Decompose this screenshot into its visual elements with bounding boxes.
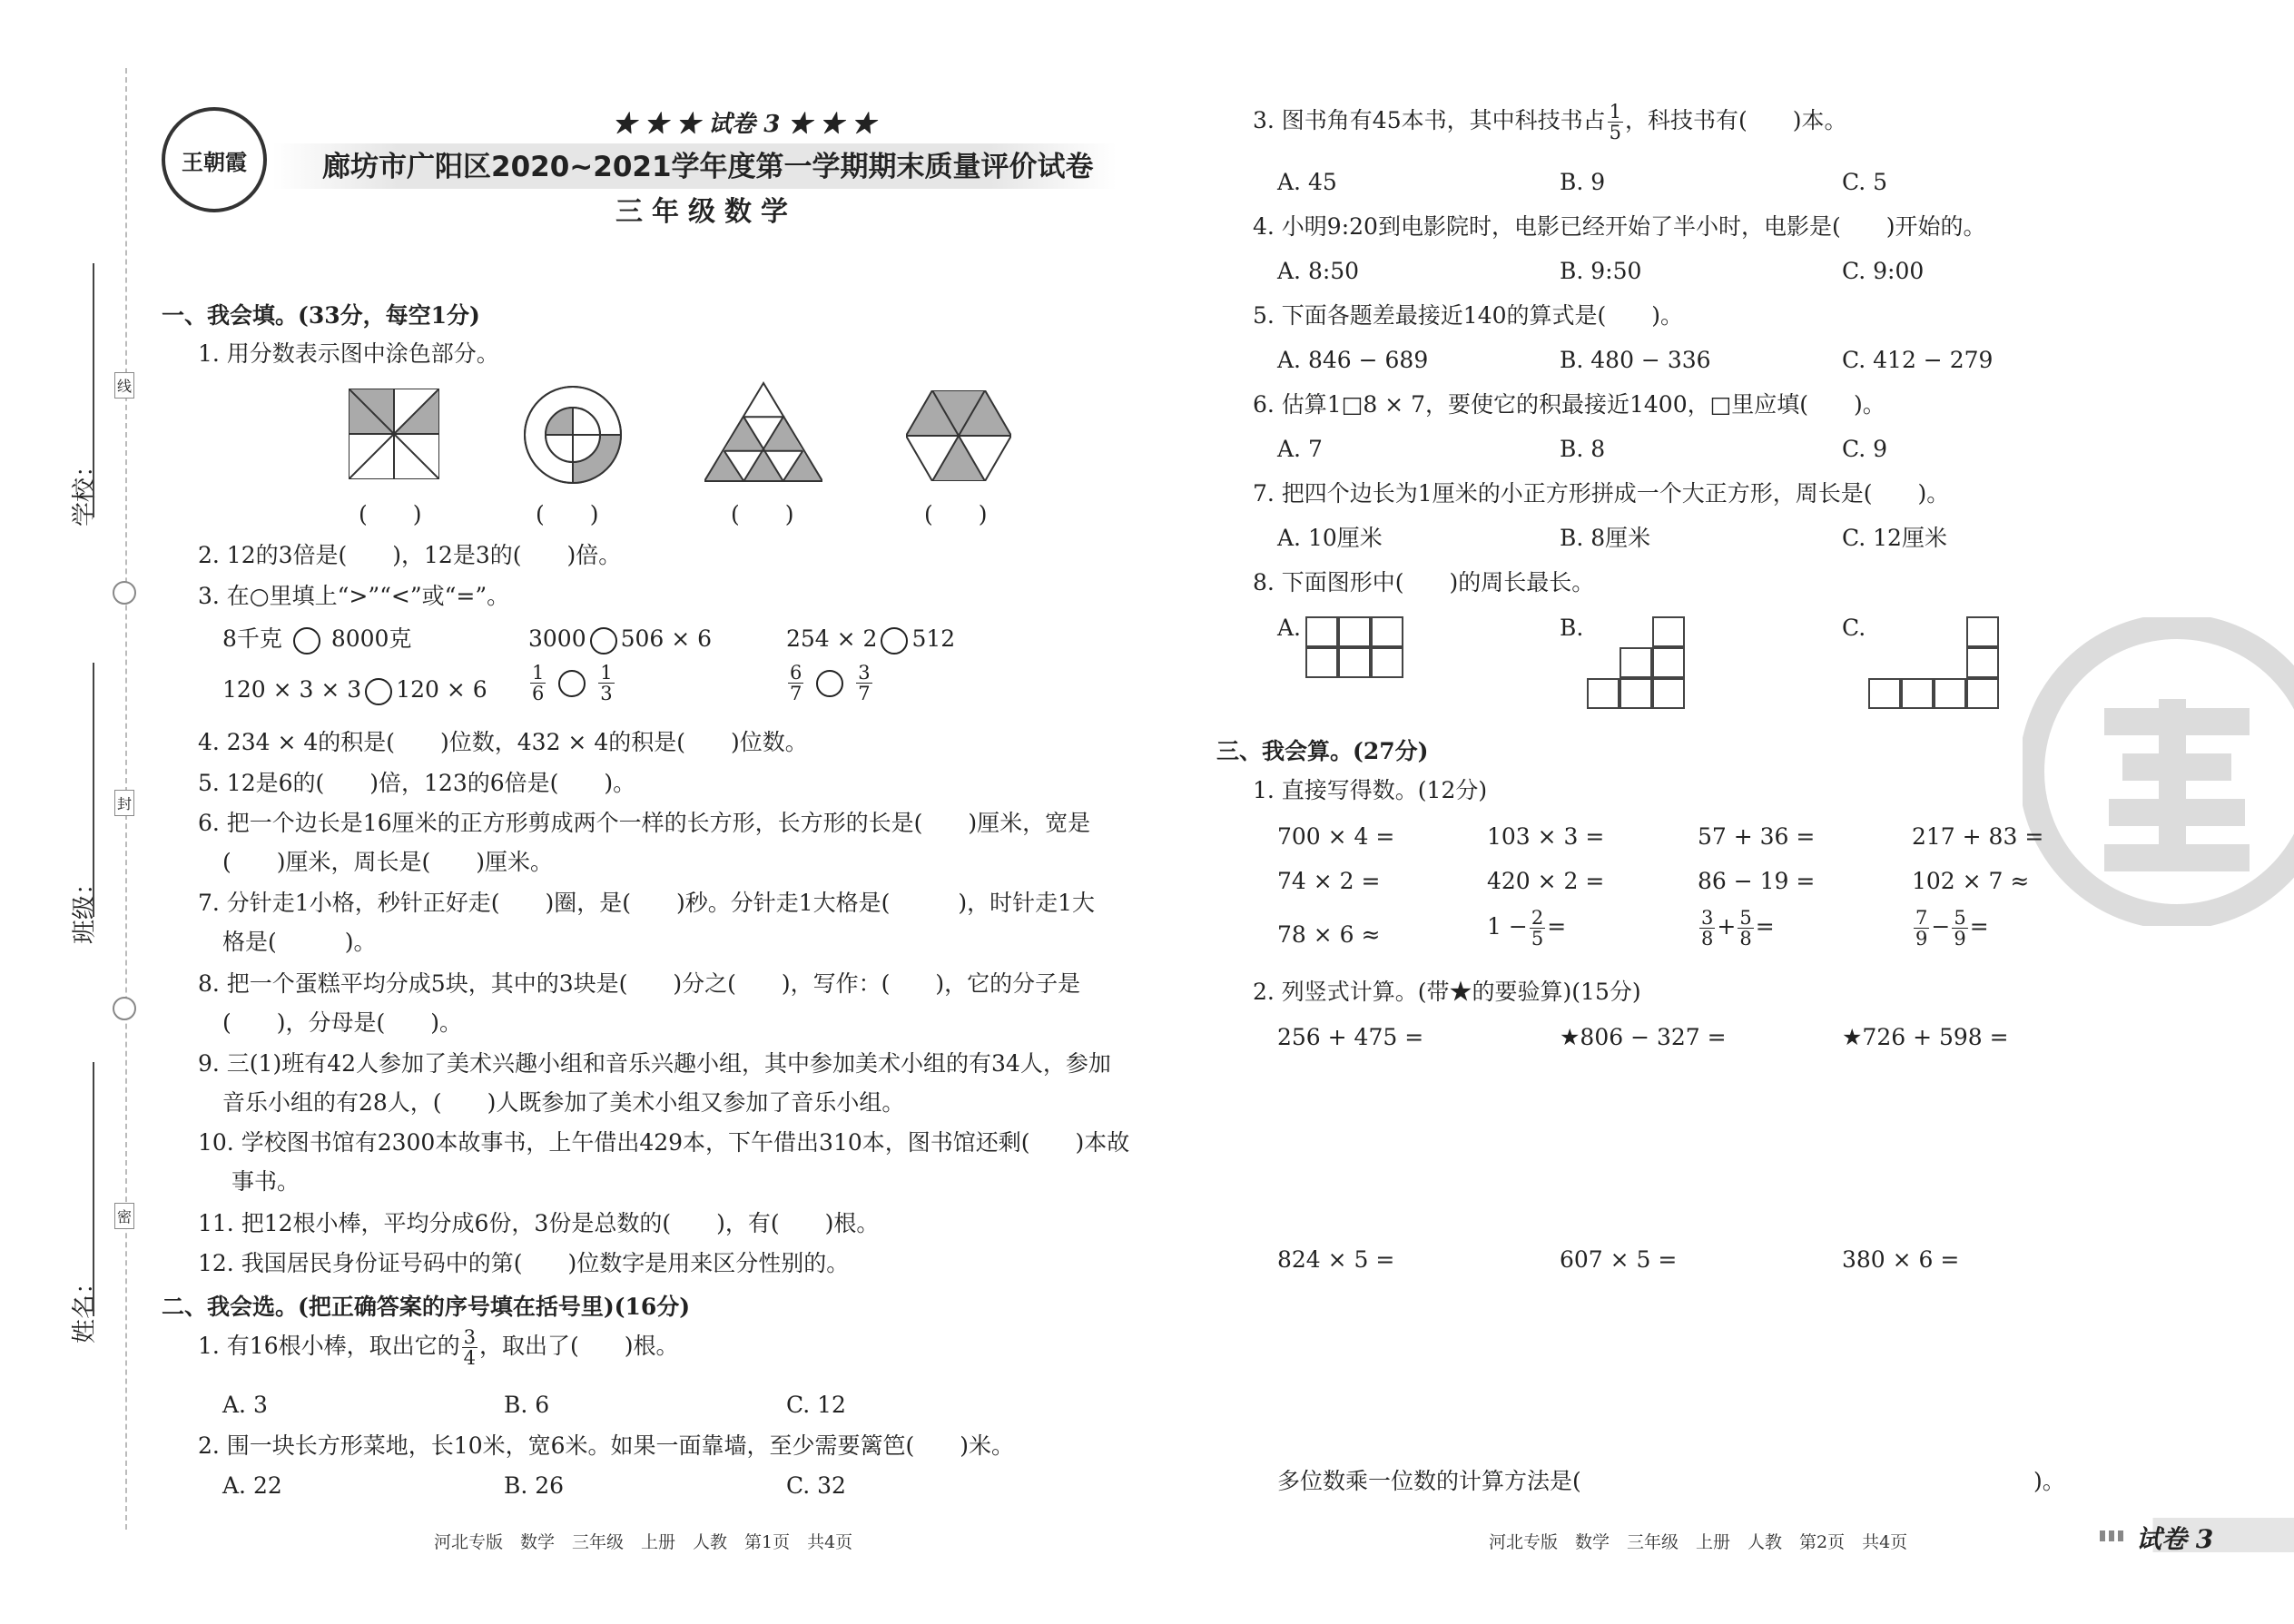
q2-7-option-c[interactable]: C. 12厘米 [1842, 525, 1947, 551]
calc-r1-b: 103 × 3 = [1487, 823, 1605, 850]
binding-mark-secret: 密 [114, 1203, 134, 1229]
q2-8: 8. 下面图形中( )的周长最长。 [1253, 569, 1595, 595]
q1-5: 5. 12是6的( )倍，123的6倍是( )。 [198, 770, 636, 796]
calc-r1-a: 700 × 4 = [1277, 823, 1395, 850]
q2-4-option-b[interactable]: B. 9:50 [1560, 258, 1642, 284]
footer-right: 河北专版 数学 三年级 上册 人教 第2页 共4页 [1489, 1532, 1908, 1552]
subject-title: 三年级数学 [615, 196, 797, 228]
calc-r3-b: 1 − $\frac{2}{5}$ = [1487, 907, 1567, 950]
q3-1: 1. 直接写得数。(12分) [1253, 777, 1488, 803]
q1-3: 3. 在○里填上“>”“<”或“=”。 [198, 583, 510, 609]
compare-circle[interactable] [590, 627, 617, 655]
q1-11: 11. 把12根小棒，平均分成6份，3份是总数的( )，有( )根。 [198, 1210, 880, 1236]
calc-r3-c: $\frac{3}{8}$ + $\frac{5}{8}$ = [1701, 907, 1775, 950]
q2-7-option-a[interactable]: A. 10厘米 [1277, 525, 1383, 551]
watermark-seal [2023, 617, 2294, 926]
q2-6-option-a[interactable]: A. 7 [1277, 436, 1323, 462]
compare-circle[interactable] [816, 670, 843, 697]
q3-compare-c: 254 × 2 512 [786, 625, 955, 655]
binding-mark-line: 线 [114, 372, 134, 399]
q1-blank-a[interactable]: ( ) [359, 501, 422, 527]
q1-12: 12. 我国居民身份证号码中的第( )位数字是用来区分性别的。 [198, 1250, 850, 1276]
compare-circle[interactable] [881, 627, 908, 655]
q3-compare-d: 120 × 3 × 3 120 × 6 [222, 676, 487, 705]
q2-1-option-c[interactable]: C. 12 [786, 1392, 846, 1418]
q1-8b: ( )，分母是( )。 [222, 1009, 463, 1036]
q2-7-option-b[interactable]: B. 8厘米 [1560, 525, 1651, 551]
logo-text: 王朝霞 [182, 148, 247, 175]
q2-1-option-b[interactable]: B. 6 [504, 1392, 550, 1418]
compare-circle[interactable] [365, 678, 392, 705]
q2-4: 4. 小明9:20到电影院时，电影已经开始了半小时，电影是( )开始的。 [1253, 213, 1986, 240]
q2-5: 5. 下面各题差最接近140的算式是( )。 [1253, 302, 1684, 329]
q3-compare-a: 8千克 8000克 [222, 625, 411, 655]
q2-2-option-c[interactable]: C. 32 [786, 1472, 846, 1499]
footer-tag-icon [2100, 1530, 2125, 1541]
q3-2: 2. 列竖式计算。(带★的要验算)(15分) [1253, 979, 1641, 1005]
q2-3: 3. 图书角有45本书，其中科技书占 $\frac{1}{5}$ ，科技书有( )本。 [1253, 101, 1847, 144]
q2-2-option-a[interactable]: A. 22 [222, 1472, 282, 1499]
name-field [54, 1062, 100, 1371]
shape-ring-fraction [523, 385, 623, 485]
q1-9a: 9. 三(1)班有42人参加了美术兴趣小组和音乐兴趣小组，其中参加美术小组的有34人，参加 [198, 1050, 1111, 1077]
calc-r2-a: 74 × 2 = [1277, 868, 1381, 894]
binding-mark-seal: 封 [114, 790, 134, 816]
shape-square-fraction [349, 389, 439, 479]
q1-8a: 8. 把一个蛋糕平均分成5块，其中的3块是( )分之( )，写作：( )，它的分子是 [198, 970, 1081, 997]
footer-left: 河北专版 数学 三年级 上册 人教 第1页 共4页 [434, 1532, 853, 1552]
q2-2-option-b[interactable]: B. 26 [504, 1472, 565, 1499]
q2-2: 2. 围一块长方形菜地，长10米，宽6米。如果一面靠墙，至少需要篱笆( )米。 [198, 1432, 1015, 1459]
q2-1: 1. 有16根小棒，取出它的 $\frac{3}{4}$ ，取出了( )根。 [198, 1326, 679, 1370]
part2-heading: 二、我会选。(把正确答案的序号填在括号里)(16分) [162, 1294, 691, 1320]
q1-7b: 格是( )。 [222, 929, 377, 955]
school-field [54, 263, 100, 572]
method-question-end: )。 [2033, 1468, 2065, 1494]
q2-3-option-a[interactable]: A. 45 [1277, 169, 1337, 195]
q1-1: 1. 用分数表示图中涂色部分。 [198, 340, 499, 367]
q2-6: 6. 估算1□8 × 7，要使它的积最接近1400，□里应填( )。 [1253, 391, 1885, 418]
calc-r1-d: 217 + 83 = [1912, 823, 2044, 850]
q1-10b: 事书。 [231, 1168, 300, 1195]
q2-4-option-c[interactable]: C. 9:00 [1842, 258, 1925, 284]
school-label: 学校： [71, 453, 99, 527]
q2-1-option-a[interactable]: A. 3 [222, 1392, 268, 1418]
q1-7a: 7. 分针走1小格，秒针正好走( )圈，是( )秒。分针走1大格是( )，时针走1大 [198, 890, 1096, 916]
q2-5-option-c[interactable]: C. 412 − 279 [1842, 347, 1994, 373]
q2-5-option-b[interactable]: B. 480 − 336 [1560, 347, 1711, 373]
q2-3-option-c[interactable]: C. 5 [1842, 169, 1888, 195]
q2-3-option-b[interactable]: B. 9 [1560, 169, 1606, 195]
vertical-calc-d: 824 × 5 = [1277, 1246, 1395, 1273]
calc-r2-d: 102 × 7 ≈ [1912, 868, 2030, 894]
calc-r2-c: 86 − 19 = [1698, 868, 1816, 894]
q2-5-option-a[interactable]: A. 846 − 689 [1277, 347, 1429, 373]
vertical-calc-a: 256 + 475 = [1277, 1024, 1424, 1050]
calc-r3-a: 78 × 6 ≈ [1277, 921, 1381, 948]
calc-r3-d: $\frac{7}{9}$ − $\frac{5}{9}$ = [1915, 907, 1989, 950]
binding-ring-icon [113, 581, 136, 605]
vertical-calc-c: ★726 + 598 = [1842, 1024, 2009, 1050]
q2-6-option-c[interactable]: C. 9 [1842, 436, 1888, 462]
q3-compare-f: $\frac{6}{7}$ $\frac{3}{7}$ [790, 662, 871, 705]
part1-heading: 一、我会填。(33分，每空1分) [162, 302, 480, 329]
class-label: 班级： [71, 871, 99, 944]
q1-9b: 音乐小组的有28人，( )人既参加了美术小组又参加了音乐小组。 [222, 1089, 905, 1116]
compare-circle[interactable] [293, 627, 320, 655]
q1-6a: 6. 把一个边长是16厘米的正方形剪成两个一样的长方形，长方形的长是( )厘米，宽是 [198, 810, 1091, 836]
q2-6-option-b[interactable]: B. 8 [1560, 436, 1606, 462]
q1-blank-c[interactable]: ( ) [731, 501, 794, 527]
vertical-calc-b: ★806 − 327 = [1560, 1024, 1727, 1050]
q1-blank-d[interactable]: ( ) [924, 501, 988, 527]
logo-badge [162, 107, 267, 212]
name-label: 姓名： [71, 1270, 99, 1343]
q1-4: 4. 234 × 4的积是( )位数，432 × 4的积是( )位数。 [198, 729, 808, 755]
shape-triangle-fraction [704, 381, 822, 483]
footer-tag [2092, 1518, 2294, 1552]
q2-4-option-a[interactable]: A. 8:50 [1277, 258, 1360, 284]
q2-8-option-b[interactable]: B. [1560, 615, 1584, 641]
compare-circle[interactable] [558, 670, 586, 697]
q2-7: 7. 把四个边长为1厘米的小正方形拼成一个大正方形，周长是( )。 [1253, 480, 1950, 507]
shape-hexagon-fraction [906, 390, 1011, 481]
q2-8-option-c[interactable]: C. [1842, 615, 1866, 641]
q2-8-option-a[interactable]: A. [1277, 615, 1302, 641]
q3-compare-e: $\frac{1}{6}$ $\frac{1}{3}$ [532, 662, 613, 705]
footer-tag-label: 试卷 3 [2136, 1524, 2214, 1554]
calc-r2-b: 420 × 2 = [1487, 868, 1605, 894]
page-title: 廊坊市广阳区2020~2021学年度第一学期期末质量评价试卷 [322, 151, 1094, 183]
calc-r1-c: 57 + 36 = [1698, 823, 1816, 850]
q1-10a: 10. 学校图书馆有2300本故事书，上午借出429本，下午借出310本，图书馆还剩( )本故 [198, 1129, 1130, 1156]
part3-heading: 三、我会算。(27分) [1216, 738, 1429, 764]
q1-6b: ( )厘米，周长是( )厘米。 [222, 849, 554, 875]
class-field [54, 663, 100, 971]
volume-label: ★ ★ ★ 试卷 3 ★ ★ ★ [613, 111, 876, 138]
vertical-calc-e: 607 × 5 = [1560, 1246, 1678, 1273]
q3-compare-b: 3000 506 × 6 [528, 625, 712, 655]
binding-ring-icon [113, 997, 136, 1020]
vertical-calc-f: 380 × 6 = [1842, 1246, 1960, 1273]
q1-blank-b[interactable]: ( ) [536, 501, 599, 527]
method-question: 多位数乘一位数的计算方法是( [1277, 1468, 1581, 1494]
q1-2: 2. 12的3倍是( )，12是3的( )倍。 [198, 542, 622, 568]
